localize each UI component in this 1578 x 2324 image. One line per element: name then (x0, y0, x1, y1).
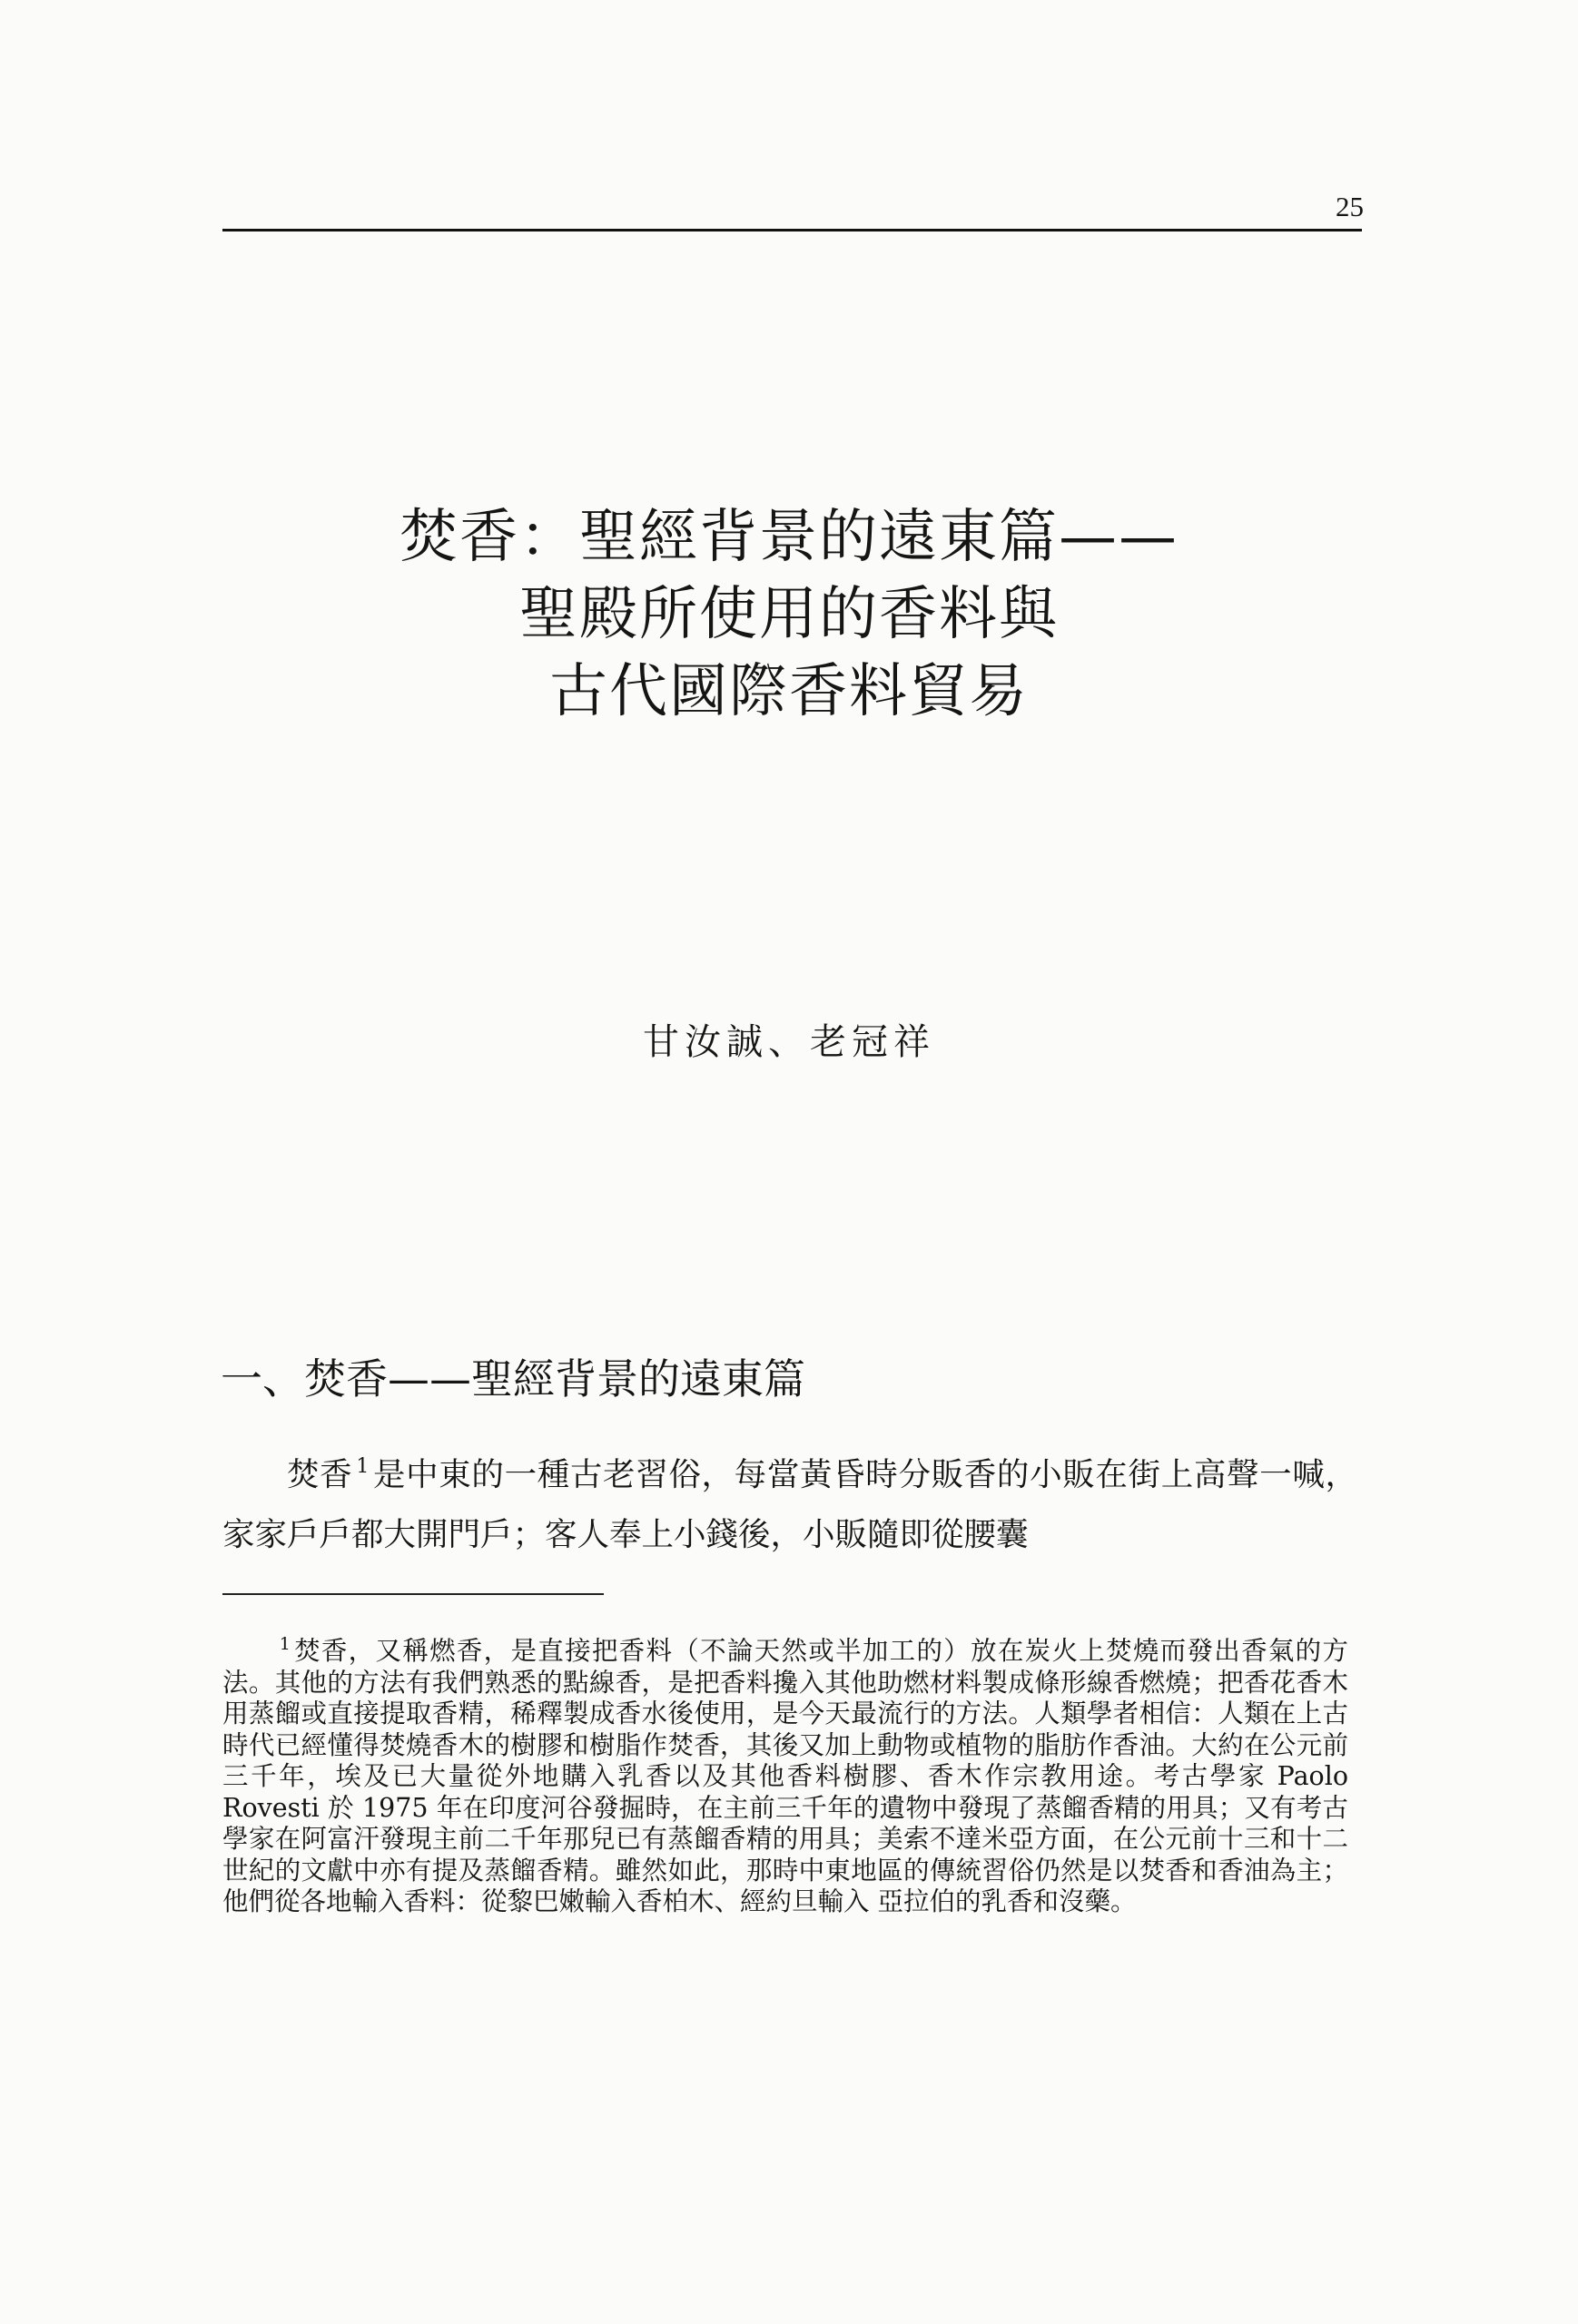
footnote-text: 焚香，又稱燃香，是直接把香料（不論天然或半加工的）放在炭火上焚燒而發出香氣的方法。其他的方法有我們熟悉的點線香，是把香料攙入其他助燃材料製成條形線香燃燒；把香花香木用蒸餾或直接提取香精，稀釋製成香水後使用，是今天最流行的方法。人類學者相信：人類在上古時代已經懂得焚燒香木的樹膠和樹脂作焚香，其後又加上動物或植物的脂肪作香油。大約在公元前三千年，埃及已大量從外地購入乳香以及其他香料樹膠、香木作宗教用途。考古學家 Paolo Rovesti 於 1975 年在印度河谷發掘時，在主前三千年的遺物中發現了蒸餾香精的用具；又有考古學家在阿富汗發現主前二千年那兒已有蒸餾香精的用具；美索不達米亞方面，在公元前十三和十二世紀的文獻中亦有提及蒸餾香精。雖然如此，那時中東地區的傳統習俗仍然是以焚香和香油為主；他們從各地輸入香料：從黎巴嫩輸入香柏木、經約旦輸入 亞拉伯的乳香和沒藥。 (222, 1636, 1348, 1916)
title-line-3: 古代國際香料貿易 (549, 658, 1029, 725)
header-rule (222, 229, 1362, 231)
footnote-rule (222, 1593, 604, 1595)
title-line-2: 聖殿所使用的香料與 (519, 581, 1059, 648)
body-text-start: 焚香 (287, 1456, 353, 1493)
footnote-reference: 1 (356, 1455, 370, 1478)
authors: 甘汝誠、老冠祥 (643, 1021, 935, 1063)
footnote (222, 1636, 1348, 1918)
section-heading: 一、焚香——聖經背景的遠東篇 (221, 1354, 805, 1403)
footnote-marker: 1 (279, 1634, 291, 1654)
body-text-rest: 是中東的一種古老習俗，每當黃昏時分販香的小販在街上高聲一喊，家家戶戶都大開門戶；客人奉上小錢後，小販隨即從腰囊 (222, 1456, 1357, 1553)
page-number: 25 (1336, 191, 1364, 222)
article-title (0, 504, 1578, 740)
title-line-1: 焚香：聖經背景的遠東篇—— (399, 504, 1179, 571)
body-paragraph (222, 1445, 1357, 1565)
